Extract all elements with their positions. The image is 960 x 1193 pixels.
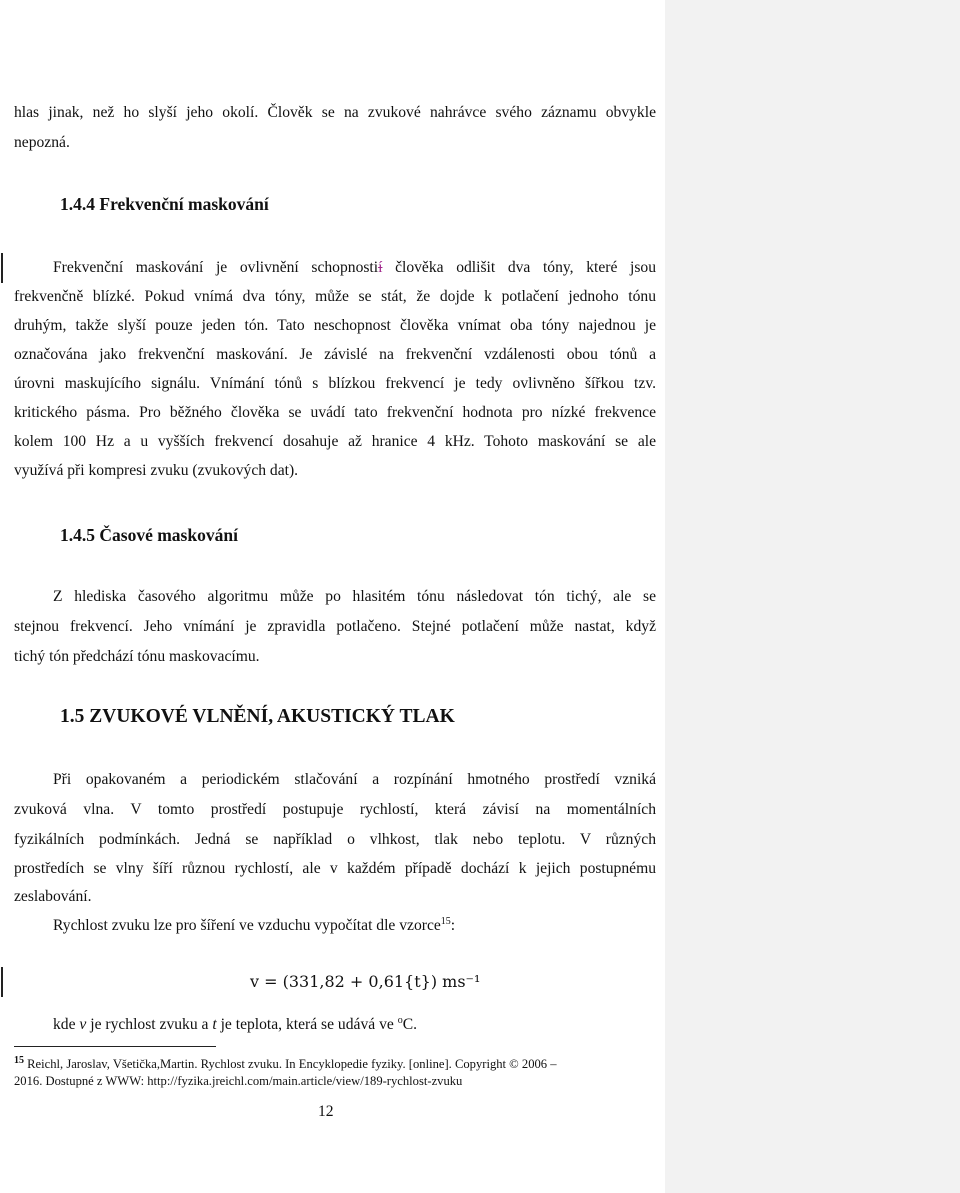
footnote-reference[interactable]: 15 [440,915,451,927]
change-bar [1,253,3,283]
text-run: C. [402,1016,417,1033]
body-line: Z hlediska časového algoritmu může po hlasitém tónu následovat tón tichý, ale se [53,588,656,605]
body-line: úrovni maskujícího signálu. Vnímání tónů s blízkou frekvencí je tedy ovlivněno šířkou tzv. [14,375,656,392]
section-heading-1-4-4: 1.4.4 Frekvenční maskování [60,194,269,214]
body-line: kritického pásma. Pro běžného člověka se uvádí tato frekvenční hodnota pro nízké frekvence [14,404,656,421]
footnote [14,1056,639,1072]
body-line: kolem 100 Hz a u vyšších frekvencí dosahuje až hranice 4 kHz. Tohoto maskování se ale [14,433,656,450]
variable-t: t [212,1016,217,1033]
body-line: označována jako frekvenční maskování. Je závislé na frekvenční vzdálenosti obou tónů a [14,346,656,363]
body-line [53,1015,656,1035]
section-heading-1-5: 1.5 ZVUKOVÉ VLNĚNÍ, AKUSTICKÝ TLAK [60,706,455,727]
footnote-text: Reichl, Jaroslav, Všetička,Martin. Rychlost zvuku. In Encyklopedie fyziky. [online]. Copyright © 2006 – [24,1057,557,1071]
text-run: je rychlost zvuku a [86,1016,213,1033]
body-line: stejnou frekvencí. Jeho vnímání je zpravidla potlačeno. Stejné potlačení může nastat, když [14,618,656,635]
variable-v: v [79,1016,87,1033]
text-run: Rychlost zvuku lze pro šíření ve vzduchu vypočítat dle vzorce [53,917,441,934]
body-line: tichý tón předchází tónu maskovacímu. [14,648,260,665]
body-line: hlas jinak, než ho slyší jeho okolí. Člověk se na zvukové nahrávce svého záznamu obvykle [14,104,656,121]
text-run: je teplota, která se udává ve [216,1016,398,1033]
text-run: : [450,917,456,934]
body-line: Při opakovaném a periodickém stlačování a rozpínání hmotného prostředí vzniká [53,771,656,788]
body-line: zeslabování. [14,888,92,905]
text-run: kde [53,1016,80,1033]
body-line: fyzikálních podmínkách. Jedná se například o vlhkost, tlak nebo teplotu. V různých [14,831,656,848]
body-line: zvuková vlna. V tomto prostředí postupuje rychlostí, která závisí na momentálních [14,801,656,818]
section-heading-1-4-5: 1.4.5 Časové maskování [60,525,238,545]
page-number: 12 [318,1103,334,1120]
body-line: využívá při kompresi zvuku (zvukových dat). [14,462,299,479]
body-line: nepozná. [14,134,70,151]
body-line: frekvenčně blízké. Pokud vnímá dva tóny, může se stát, že dojde k potlačení jednoho tónu [14,288,656,305]
footnote [14,1073,639,1089]
footnote-separator [14,1046,216,1047]
body-line [53,258,656,278]
text-run: Frekvenční maskování je ovlivnění schopnosti [53,259,379,276]
footnote-text: 2016. Dostupné z WWW: http://fyzika.jreichl.com/main.article/view/189-rychlost-zvuku [14,1074,463,1088]
body-line [53,916,656,936]
text-run: člověka odlišit dva tóny, které jsou [382,259,657,276]
formula: v = (331,82 + 0,61{t}) ms⁻¹ [250,972,481,991]
tracked-deletion: í [378,259,383,276]
degree-mark: o [397,1014,403,1026]
body-line: druhým, takže slyší pouze jeden tón. Tato neschopnost člověka vnímat oba tóny najednou je [14,317,656,334]
footnote-number: 15 [14,1054,24,1066]
body-line: prostředích se vlny šíří různou rychlostí, ale v každém případě dochází k jejich postupnému [14,860,656,877]
comment-pane [665,0,960,1193]
change-bar [1,967,3,997]
